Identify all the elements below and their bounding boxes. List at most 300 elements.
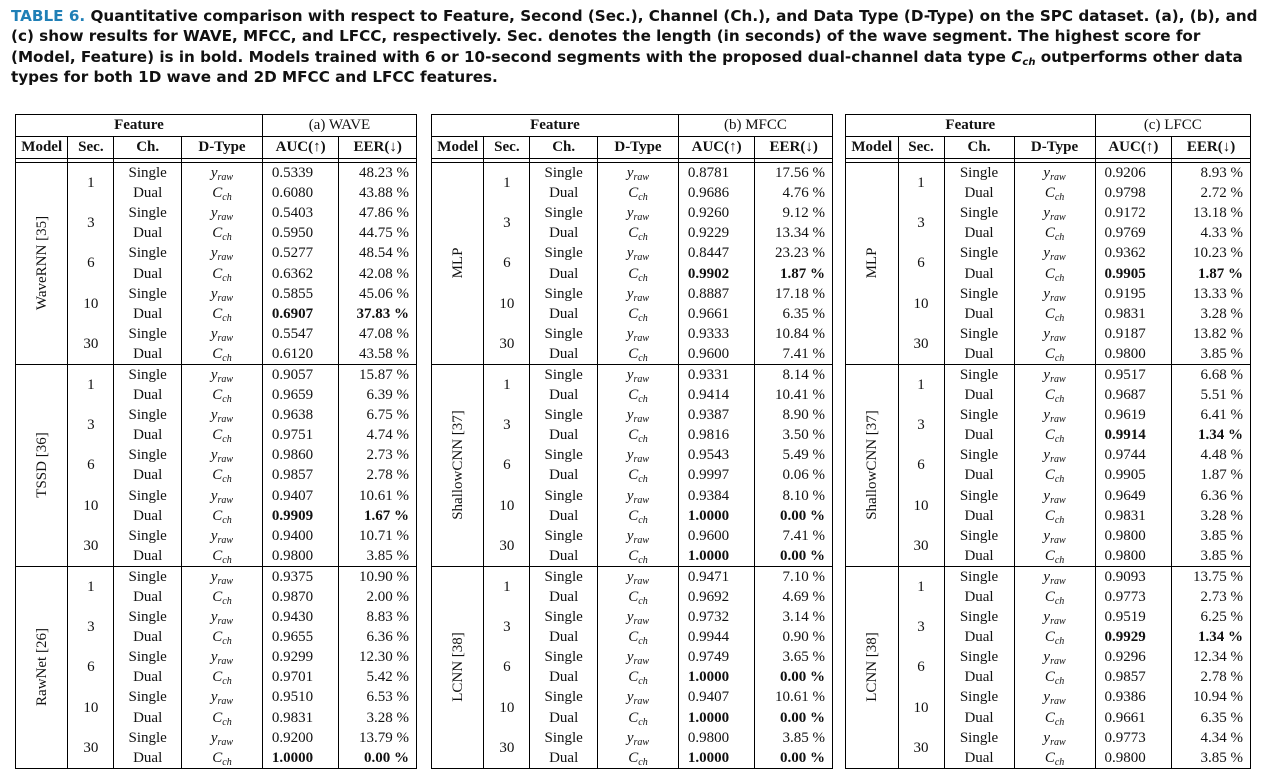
- dtype-value: $C_{ch}$: [598, 344, 679, 365]
- channel-value: Single: [944, 405, 1014, 425]
- sec-value: 10: [68, 486, 114, 526]
- dtype-value: $C_{ch}$: [1014, 223, 1095, 243]
- table-row: [16, 647, 417, 667]
- table-row: [16, 687, 417, 707]
- auc-value: 0.9407: [262, 486, 338, 506]
- auc-value: 0.9800: [678, 728, 754, 748]
- model-header: Model: [437, 139, 479, 155]
- channel-value: Dual: [114, 587, 182, 607]
- model-name: [432, 163, 484, 365]
- eer-value: 8.93 %: [1172, 163, 1251, 184]
- table-row: [846, 284, 1251, 304]
- eer-value: 3.85 %: [1172, 546, 1251, 567]
- auc-value: 0.9831: [262, 708, 338, 728]
- eer-value: 2.73 %: [339, 445, 417, 465]
- sec-value: 10: [898, 687, 944, 727]
- dtype-value: $y_{raw}$: [598, 405, 679, 425]
- eer-value: 3.28 %: [1172, 506, 1251, 526]
- channel-value: Single: [114, 607, 182, 627]
- auc-value: 0.9299: [262, 647, 338, 667]
- table-row: [432, 405, 833, 425]
- table-title: (c) LFCC: [1095, 115, 1250, 137]
- eer-value: 1.87 %: [1172, 263, 1251, 283]
- auc-value: 0.9800: [1095, 546, 1172, 567]
- dtype-value: $C_{ch}$: [598, 425, 679, 445]
- channel-value: Dual: [530, 385, 598, 405]
- auc-value: 0.9543: [678, 445, 754, 465]
- model-label: ShallowCNN [37]: [863, 410, 880, 521]
- sec-value: 6: [898, 445, 944, 485]
- auc-value: 0.5277: [262, 243, 338, 263]
- sec-value: 6: [484, 647, 530, 687]
- channel-value: Dual: [114, 344, 182, 365]
- eer-value: 3.85 %: [1172, 526, 1251, 546]
- sec-value: 10: [898, 284, 944, 324]
- dtype-value: $C_{ch}$: [1014, 263, 1095, 283]
- auc-value: 0.9187: [1095, 324, 1172, 344]
- table-row: [846, 647, 1251, 667]
- eer-value: 12.30 %: [339, 647, 417, 667]
- eer-value: 0.00 %: [755, 708, 833, 728]
- dtype-value: $C_{ch}$: [182, 667, 263, 687]
- dtype-value: $y_{raw}$: [598, 566, 679, 587]
- auc-value: 0.6080: [262, 183, 338, 203]
- dtype-header: D-Type: [598, 137, 679, 159]
- auc-value: 0.9831: [1095, 506, 1172, 526]
- channel-value: Single: [944, 728, 1014, 748]
- dtype-value: $C_{ch}$: [1014, 506, 1095, 526]
- dtype-value: $y_{raw}$: [598, 687, 679, 707]
- eer-value: 43.88 %: [339, 183, 417, 203]
- channel-value: Dual: [114, 263, 182, 283]
- eer-value: 0.00 %: [755, 748, 833, 769]
- eer-value: 13.75 %: [1172, 566, 1251, 587]
- auc-value: 0.9661: [678, 304, 754, 324]
- dtype-value: $y_{raw}$: [1014, 163, 1095, 184]
- eer-value: 2.72 %: [1172, 183, 1251, 203]
- table-row: [432, 284, 833, 304]
- dtype-value: $y_{raw}$: [598, 445, 679, 465]
- sec-value: 3: [484, 405, 530, 445]
- ch-header: Ch.: [530, 137, 598, 159]
- table-row: [846, 364, 1251, 385]
- eer-value: 1.67 %: [339, 506, 417, 526]
- eer-header: EER(↓): [755, 137, 833, 159]
- sec-value: 30: [484, 324, 530, 365]
- auc-value: 0.9997: [678, 465, 754, 485]
- dtype-value: $C_{ch}$: [1014, 465, 1095, 485]
- auc-value: 1.0000: [678, 506, 754, 526]
- auc-value: 1.0000: [678, 708, 754, 728]
- channel-value: Single: [530, 728, 598, 748]
- auc-value: 0.9362: [1095, 243, 1172, 263]
- channel-value: Single: [944, 526, 1014, 546]
- eer-value: 6.36 %: [1172, 486, 1251, 506]
- channel-value: Single: [944, 566, 1014, 587]
- table-row: [16, 243, 417, 263]
- model-name: [846, 364, 899, 566]
- lfcc-table: [845, 114, 1251, 769]
- auc-value: 0.9744: [1095, 445, 1172, 465]
- sec-value: 30: [68, 728, 114, 769]
- auc-value: 0.9638: [262, 405, 338, 425]
- dtype-value: $y_{raw}$: [182, 405, 263, 425]
- table-row: [16, 405, 417, 425]
- channel-value: Single: [114, 687, 182, 707]
- auc-value: 0.9517: [1095, 364, 1172, 385]
- table-row: [16, 324, 417, 344]
- auc-value: 0.9773: [1095, 728, 1172, 748]
- dtype-value: $C_{ch}$: [598, 506, 679, 526]
- eer-header: EER(↓): [1172, 137, 1251, 159]
- auc-value: 0.9692: [678, 587, 754, 607]
- sec-value: 10: [68, 687, 114, 727]
- sec-value: 6: [898, 243, 944, 283]
- model-header: Model: [21, 139, 63, 155]
- dtype-value: $C_{ch}$: [598, 667, 679, 687]
- eer-value: 43.58 %: [339, 344, 417, 365]
- channel-value: Single: [530, 687, 598, 707]
- dtype-value: $y_{raw}$: [182, 284, 263, 304]
- table-row: [432, 647, 833, 667]
- eer-value: 10.23 %: [1172, 243, 1251, 263]
- channel-value: Single: [530, 163, 598, 184]
- channel-value: Single: [530, 486, 598, 506]
- sec-value: 1: [898, 566, 944, 607]
- feature-header: Feature: [432, 115, 679, 137]
- dtype-value: $C_{ch}$: [598, 546, 679, 567]
- sec-value: 1: [484, 163, 530, 204]
- channel-value: Dual: [114, 183, 182, 203]
- dtype-value: $C_{ch}$: [598, 627, 679, 647]
- channel-value: Dual: [530, 546, 598, 567]
- auc-value: 0.9384: [678, 486, 754, 506]
- auc-value: 0.9172: [1095, 203, 1172, 223]
- eer-value: 4.34 %: [1172, 728, 1251, 748]
- dtype-value: $C_{ch}$: [598, 385, 679, 405]
- channel-value: Dual: [114, 223, 182, 243]
- channel-value: Dual: [114, 425, 182, 445]
- dtype-value: $C_{ch}$: [1014, 183, 1095, 203]
- channel-value: Single: [530, 243, 598, 263]
- auc-header: AUC(↑): [262, 137, 338, 159]
- table-row: [432, 445, 833, 465]
- eer-value: 13.34 %: [755, 223, 833, 243]
- table-row: [846, 526, 1251, 546]
- auc-value: 0.9816: [678, 425, 754, 445]
- dtype-value: $C_{ch}$: [598, 748, 679, 769]
- dtype-value: $C_{ch}$: [182, 506, 263, 526]
- channel-value: Dual: [114, 304, 182, 324]
- auc-value: 0.9831: [1095, 304, 1172, 324]
- sec-value: 30: [68, 526, 114, 567]
- dtype-value: $y_{raw}$: [1014, 364, 1095, 385]
- channel-value: Single: [944, 647, 1014, 667]
- dtype-value: $y_{raw}$: [182, 324, 263, 344]
- dtype-value: $C_{ch}$: [182, 304, 263, 324]
- eer-value: 10.61 %: [755, 687, 833, 707]
- eer-value: 6.68 %: [1172, 364, 1251, 385]
- eer-value: 0.00 %: [339, 748, 417, 769]
- sec-value: 3: [898, 203, 944, 243]
- channel-value: Dual: [530, 425, 598, 445]
- eer-value: 13.33 %: [1172, 284, 1251, 304]
- channel-value: Single: [944, 687, 1014, 707]
- dtype-value: $C_{ch}$: [1014, 344, 1095, 365]
- dtype-value: $C_{ch}$: [182, 546, 263, 567]
- eer-value: 8.83 %: [339, 607, 417, 627]
- auc-value: 0.5339: [262, 163, 338, 184]
- eer-value: 17.56 %: [755, 163, 833, 184]
- dtype-value: $C_{ch}$: [182, 344, 263, 365]
- dtype-value: $y_{raw}$: [182, 607, 263, 627]
- eer-value: 7.41 %: [755, 526, 833, 546]
- auc-value: 1.0000: [678, 748, 754, 769]
- auc-value: 0.9769: [1095, 223, 1172, 243]
- dtype-value: $y_{raw}$: [1014, 284, 1095, 304]
- eer-value: 4.33 %: [1172, 223, 1251, 243]
- channel-value: Dual: [114, 748, 182, 769]
- dtype-value: $C_{ch}$: [182, 223, 263, 243]
- eer-value: 44.75 %: [339, 223, 417, 243]
- channel-value: Dual: [944, 385, 1014, 405]
- eer-value: 0.00 %: [755, 546, 833, 567]
- channel-value: Dual: [530, 465, 598, 485]
- dtype-value: $y_{raw}$: [182, 243, 263, 263]
- sec-value: 10: [68, 284, 114, 324]
- dtype-value: $C_{ch}$: [182, 263, 263, 283]
- dtype-value: $y_{raw}$: [598, 486, 679, 506]
- sec-value: 30: [898, 526, 944, 567]
- eer-value: 7.41 %: [755, 344, 833, 365]
- dtype-value: $y_{raw}$: [182, 526, 263, 546]
- channel-value: Single: [530, 445, 598, 465]
- dtype-value: $C_{ch}$: [182, 465, 263, 485]
- table-row: [432, 607, 833, 627]
- channel-value: Single: [114, 324, 182, 344]
- auc-value: 0.9751: [262, 425, 338, 445]
- channel-value: Dual: [944, 223, 1014, 243]
- auc-value: 0.9687: [1095, 385, 1172, 405]
- table-row: [16, 203, 417, 223]
- sec-value: 1: [898, 163, 944, 204]
- auc-value: 0.9407: [678, 687, 754, 707]
- dtype-value: $y_{raw}$: [182, 486, 263, 506]
- channel-value: Single: [530, 607, 598, 627]
- channel-value: Single: [944, 324, 1014, 344]
- eer-value: 10.71 %: [339, 526, 417, 546]
- auc-value: 0.9619: [1095, 405, 1172, 425]
- channel-value: Dual: [944, 627, 1014, 647]
- channel-value: Single: [114, 163, 182, 184]
- dtype-value: $C_{ch}$: [1014, 667, 1095, 687]
- table-row: [16, 566, 417, 587]
- sec-value: 3: [898, 405, 944, 445]
- auc-header: AUC(↑): [678, 137, 754, 159]
- channel-value: Dual: [530, 263, 598, 283]
- table-row: [846, 566, 1251, 587]
- dtype-value: $y_{raw}$: [1014, 324, 1095, 344]
- channel-value: Dual: [114, 465, 182, 485]
- eer-value: 6.75 %: [339, 405, 417, 425]
- table-row: [432, 687, 833, 707]
- auc-value: 0.9333: [678, 324, 754, 344]
- model-name: [432, 566, 484, 768]
- auc-value: 0.9661: [1095, 708, 1172, 728]
- sec-value: 3: [898, 607, 944, 647]
- eer-value: 2.73 %: [1172, 587, 1251, 607]
- eer-value: 1.87 %: [1172, 465, 1251, 485]
- dtype-value: $y_{raw}$: [598, 163, 679, 184]
- dtype-value: $C_{ch}$: [1014, 304, 1095, 324]
- sec-value: 3: [484, 203, 530, 243]
- channel-value: Dual: [114, 667, 182, 687]
- table-row: [432, 324, 833, 344]
- dtype-value: $C_{ch}$: [1014, 627, 1095, 647]
- eer-value: 7.10 %: [755, 566, 833, 587]
- dtype-value: $y_{raw}$: [1014, 647, 1095, 667]
- auc-value: 0.9800: [1095, 748, 1172, 769]
- dtype-value: $y_{raw}$: [598, 526, 679, 546]
- sec-value: 1: [68, 364, 114, 405]
- channel-value: Dual: [530, 627, 598, 647]
- auc-value: 0.9296: [1095, 647, 1172, 667]
- table-row: [846, 163, 1251, 184]
- model-label: LCNN [38]: [863, 632, 880, 703]
- auc-value: 0.9909: [262, 506, 338, 526]
- table-row: [432, 728, 833, 748]
- caption-text: Quantitative comparison with respect to Feature, Second (Sec.), Channel (Ch.), and Data Type (D-Type) on the SPC dataset. (a), (b), and (c) show results for WAVE, MFCC, and LFCC, respectively. Sec. denotes the length (in seconds) of the wave segment. The highest score for (Model, Feature) is in bold. Models trained with 6 or 10-second segments with the proposed dual-channel data type: [11, 7, 1258, 66]
- table-row: [432, 486, 833, 506]
- table-row: [16, 526, 417, 546]
- sec-value: 6: [68, 647, 114, 687]
- dtype-value: $C_{ch}$: [1014, 385, 1095, 405]
- eer-value: 8.10 %: [755, 486, 833, 506]
- eer-value: 10.84 %: [755, 324, 833, 344]
- eer-value: 48.54 %: [339, 243, 417, 263]
- eer-value: 15.87 %: [339, 364, 417, 385]
- channel-value: Dual: [114, 546, 182, 567]
- auc-value: 0.9800: [1095, 344, 1172, 365]
- dtype-value: $y_{raw}$: [182, 203, 263, 223]
- auc-value: 0.9800: [1095, 526, 1172, 546]
- channel-value: Dual: [944, 465, 1014, 485]
- sec-value: 10: [898, 486, 944, 526]
- auc-header: AUC(↑): [1095, 137, 1172, 159]
- dtype-value: $C_{ch}$: [182, 587, 263, 607]
- auc-value: 0.9659: [262, 385, 338, 405]
- dtype-value: $y_{raw}$: [182, 364, 263, 385]
- channel-value: Single: [530, 647, 598, 667]
- eer-value: 13.18 %: [1172, 203, 1251, 223]
- dtype-value: $C_{ch}$: [598, 304, 679, 324]
- table-row: [16, 607, 417, 627]
- channel-value: Single: [114, 566, 182, 587]
- dtype-value: $y_{raw}$: [182, 163, 263, 184]
- auc-value: 0.9386: [1095, 687, 1172, 707]
- sec-value: 1: [68, 163, 114, 204]
- sec-value: 3: [68, 405, 114, 445]
- dtype-value: $y_{raw}$: [182, 687, 263, 707]
- eer-value: 17.18 %: [755, 284, 833, 304]
- auc-value: 0.9414: [678, 385, 754, 405]
- table-caption: [11, 6, 1261, 87]
- eer-value: 37.83 %: [339, 304, 417, 324]
- eer-value: 0.90 %: [755, 627, 833, 647]
- dtype-value: $y_{raw}$: [598, 364, 679, 385]
- eer-value: 4.74 %: [339, 425, 417, 445]
- sec-value: 1: [898, 364, 944, 405]
- dtype-value: $C_{ch}$: [182, 748, 263, 769]
- dtype-value: $y_{raw}$: [598, 324, 679, 344]
- table-row: [16, 364, 417, 385]
- channel-value: Single: [944, 607, 1014, 627]
- channel-value: Single: [530, 405, 598, 425]
- auc-value: 0.9195: [1095, 284, 1172, 304]
- channel-value: Dual: [530, 344, 598, 365]
- channel-value: Dual: [944, 506, 1014, 526]
- table-row: [16, 284, 417, 304]
- table-row: [432, 364, 833, 385]
- eer-value: 45.06 %: [339, 284, 417, 304]
- eer-value: 1.34 %: [1172, 627, 1251, 647]
- channel-value: Dual: [944, 546, 1014, 567]
- model-label: WaveRNN [35]: [33, 216, 50, 311]
- dtype-value: $y_{raw}$: [182, 728, 263, 748]
- auc-value: 0.9800: [262, 546, 338, 567]
- dtype-value: $C_{ch}$: [598, 183, 679, 203]
- auc-value: 0.9260: [678, 203, 754, 223]
- channel-value: Single: [114, 243, 182, 263]
- eer-value: 3.14 %: [755, 607, 833, 627]
- eer-value: 3.28 %: [1172, 304, 1251, 324]
- auc-value: 0.9430: [262, 607, 338, 627]
- auc-value: 0.9600: [678, 344, 754, 365]
- auc-value: 0.9655: [262, 627, 338, 647]
- auc-value: 0.9870: [262, 587, 338, 607]
- channel-value: Dual: [114, 385, 182, 405]
- channel-value: Single: [114, 284, 182, 304]
- table-row: [16, 445, 417, 465]
- channel-value: Single: [530, 284, 598, 304]
- auc-value: 0.9944: [678, 627, 754, 647]
- auc-value: 0.9057: [262, 364, 338, 385]
- sec-value: 1: [484, 566, 530, 607]
- table-row: [16, 486, 417, 506]
- sec-value: 30: [898, 728, 944, 769]
- auc-value: 0.9387: [678, 405, 754, 425]
- auc-value: 0.9732: [678, 607, 754, 627]
- dtype-value: $C_{ch}$: [598, 587, 679, 607]
- dtype-value: $C_{ch}$: [182, 385, 263, 405]
- dtype-header: D-Type: [182, 137, 263, 159]
- model-name: [16, 566, 68, 768]
- channel-value: Dual: [530, 183, 598, 203]
- auc-value: 0.9093: [1095, 566, 1172, 587]
- eer-value: 3.85 %: [1172, 748, 1251, 769]
- sec-value: 6: [68, 445, 114, 485]
- auc-value: 0.9905: [1095, 263, 1172, 283]
- dtype-value: $C_{ch}$: [182, 708, 263, 728]
- channel-value: Dual: [530, 223, 598, 243]
- dtype-value: $C_{ch}$: [598, 223, 679, 243]
- auc-value: 0.9331: [678, 364, 754, 385]
- feature-header: Feature: [16, 115, 263, 137]
- eer-value: 0.00 %: [755, 506, 833, 526]
- channel-value: Dual: [944, 263, 1014, 283]
- auc-value: 0.9857: [1095, 667, 1172, 687]
- channel-value: Single: [114, 647, 182, 667]
